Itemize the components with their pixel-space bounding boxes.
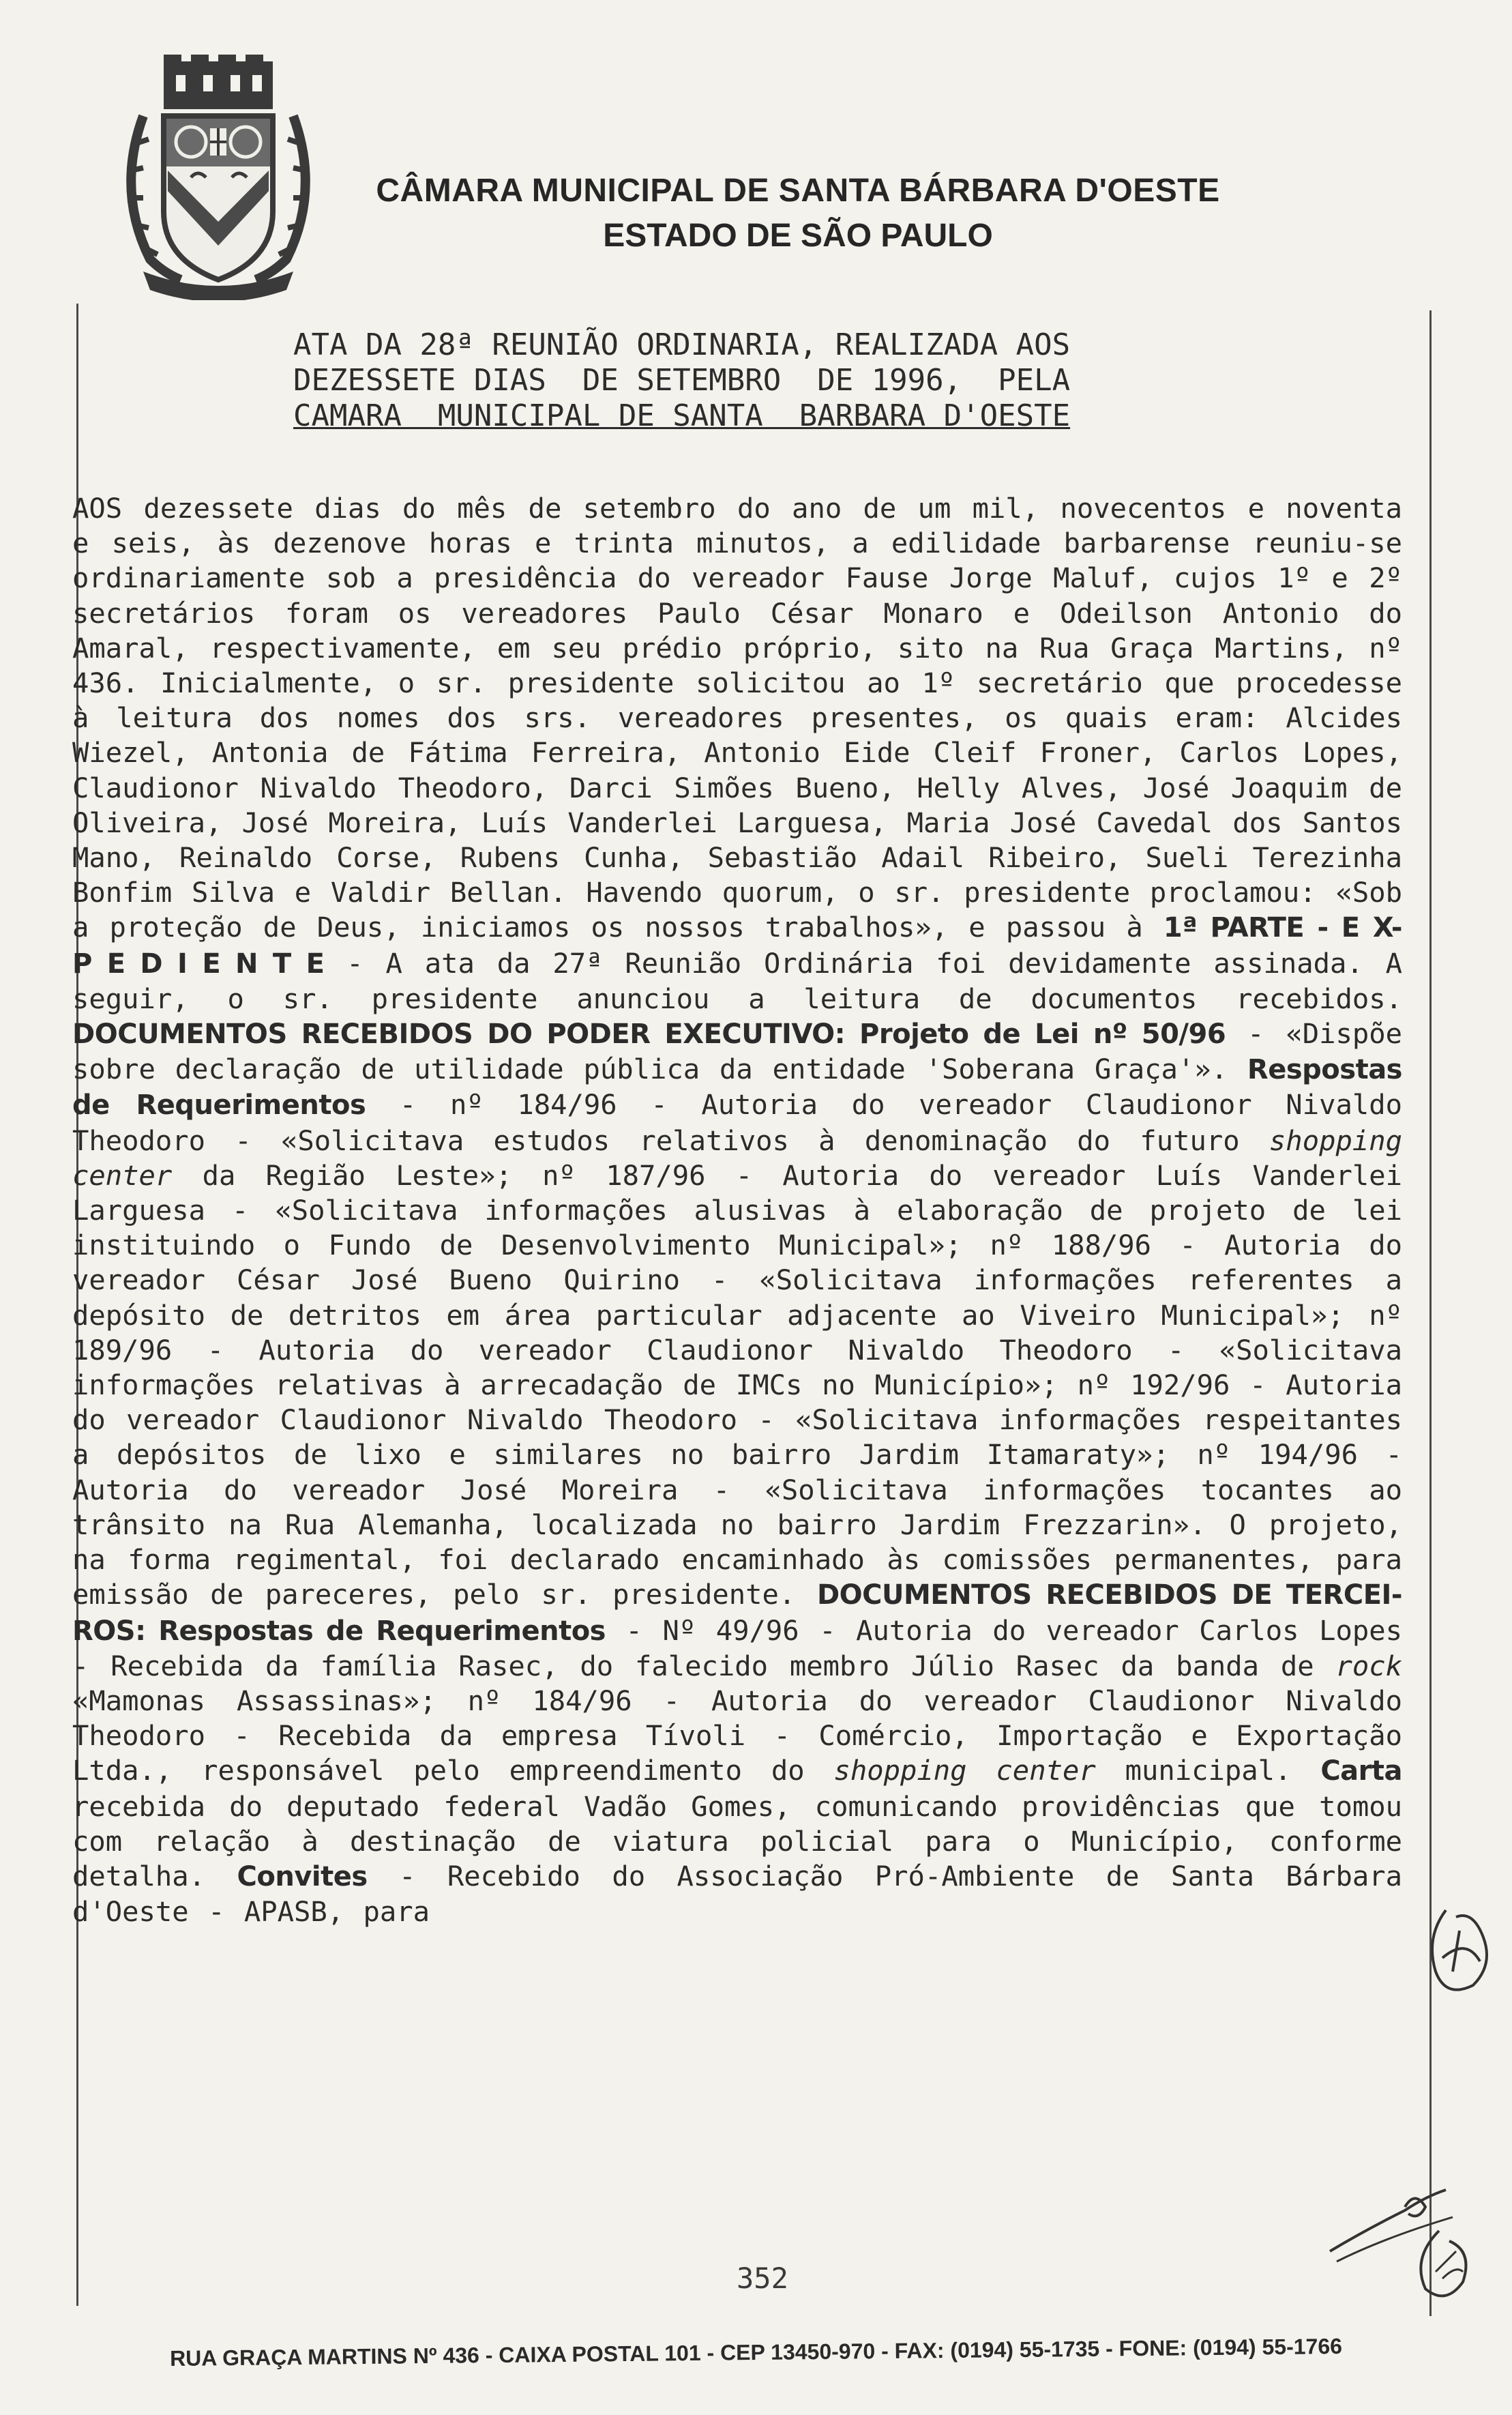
section-heading-requests: Respostas de Requerimentos [72, 1054, 1402, 1122]
section-heading-executive-documents: DOCUMENTOS RECEBIDOS DO PODER EXECUTIVO: Projeto de Lei nº 50/96 [72, 1019, 1226, 1051]
body-text: municipal. [1125, 1754, 1292, 1787]
minutes-title-line-2: DEZESSETE DIAS DE SETEMBRO DE 1996, PELA [293, 363, 1071, 398]
footer-address: RUA GRAÇA MARTINS Nº 436 - CAIXA POSTAL 101 - CEP 13450-970 - FAX: (0194) 55-1735 - FONE: (0194) 55-1766 [169, 2334, 1343, 2371]
italic-term: rock [1335, 1649, 1402, 1682]
institution-name: CÂMARA MUNICIPAL DE SANTA BÁRBARA D'OESTE [376, 173, 1220, 209]
section-heading-expediente: 1ª PARTE - E X- P E D I E N T E [72, 912, 1403, 980]
body-text: - A ata da 27ª Reunião Ordinária foi devidamente assinada. A seguir, o sr. presidente anunciou a leitura de documentos recebidos. [72, 946, 1403, 1015]
page-number: 352 [737, 2262, 788, 2295]
body-text: - Nº 49/96 - Autoria do vereador Carlos Lopes - Recebida da família Rasec, do falecido membro Júlio Rasec da banda de [72, 1613, 1403, 1682]
body-text: da Região Leste»; nº 187/96 - Autoria do vereador Luís Vanderlei Larguesa - «Solicitava informações alusivas à elaboração de projeto de lei instituindo o Fundo de Desenvolvimento Municipal»; nº 188/96 - Autoria do vereador César José Bueno Quirino - «Solicitava informações referentes a depósito de detritos em área particular adjacente ao Viveiro Municipal»; nº 189/96 - Autoria do vereador Claudionor Nivaldo Theodoro - «Solicitava informações relativas à arrecadação de IMCs no Município»; nº 192/96 - Autoria do vereador Claudionor Nivaldo Theodoro - «Solicitava informações respeitantes a depósitos de lixo e similares no bairro Jardim Itamaraty»; nº 194/96 - Autoria do vereador José Moreira - «Solicitava informações tocantes ao trânsito na Rua Alemanha, localizada no bairro Jardim Frezzarin». O projeto, na forma regimental, foi declarado encaminhado às comissões permanentes, para emissão de pareceres, pelo sr. presidente. [72, 1158, 1403, 1611]
minutes-body [72, 491, 1402, 1929]
body-text: AOS dezessete dias do mês de setembro do ano de um mil, novecentos e noventa e seis, às dezenove horas e trinta minutos, a edilidade barbarense reuniu-se ordinariamente sob a presidência do vereador Fause Jorge Maluf, cujos 1º e 2º secretários foram os vereadores Paulo César Monaro e Odeilson Antonio do Amaral, respectivamente, em seu prédio próprio, sito na Rua Graça Martins, nº 436. Inicialmente, o sr. presidente solicitou ao 1º secretário que procedesse à leitura dos nomes dos srs. vereadores presentes, os quais eram: Alcides Wiezel, Antonia de Fátima Ferreira, Antonio Eide Cleif Froner, Carlos Lopes, Claudionor Nivaldo Theodoro, Darci Simões Bueno, Helly Alves, José Joaquim de Oliveira, José Moreira, Luís Vanderlei Larguesa, Maria José Cavedal dos Santos Mano, Reinaldo Corse, Rubens Cunha, Sebastião Adail Ribeiro, Sueli Terezinha Bonfim Silva e Valdir Bellan. Havendo quorum, o sr. presidente proclamou: «Sob a proteção de Deus, iniciamos os nossos trabalhos», e passou à [72, 492, 1402, 944]
minutes-title-line-1: ATA DA 28ª REUNIÃO ORDINARIA, REALIZADA AOS [293, 327, 1071, 362]
minutes-title-line-3: CAMARA MUNICIPAL DE SANTA BARBARA D'OESTE [293, 398, 1071, 433]
handwritten-initials-icon [1323, 2169, 1473, 2306]
italic-term: shopping center [72, 1124, 1402, 1192]
section-heading-invitations: Convites [237, 1860, 368, 1892]
handwritten-signature-icon [1419, 1897, 1500, 2012]
coat-of-arms-icon [116, 55, 321, 300]
body-text: «Mamonas Assassinas»; nº 184/96 - Autoria do vereador Claudionor Nivaldo Theodoro - Recebida da empresa Tívoli - Comércio, Importação e Exportação Ltda., responsável pelo empreendimento do [72, 1684, 1402, 1787]
state-name: ESTADO DE SÃO PAULO [603, 218, 993, 254]
body-text: recebida do deputado federal Vadão Gomes, comunicando providências que tomou com relação à destinação de viatura policial para o Município, conforme detalha. [72, 1789, 1402, 1892]
body-text: - nº 184/96 - Autoria do vereador Claudionor Nivaldo Theodoro - «Solicitava estudos relativos à denominação do futuro [72, 1088, 1402, 1157]
italic-term: shopping center [833, 1754, 1096, 1787]
body-text: - Recebido do Associação Pró-Ambiente de Santa Bárbara d'Oeste - APASB, para [72, 1859, 1402, 1929]
body-text: - «Dispõe sobre declaração de utilidade pública da entidade 'Soberana Graça'». [72, 1017, 1403, 1086]
right-margin-rule [1429, 310, 1432, 2316]
section-heading-letter: Carta [1320, 1755, 1403, 1787]
section-heading-third-party-documents: DOCUMENTOS RECEBIDOS DE TERCEI- ROS: Respostas de Requerimentos [72, 1579, 1402, 1647]
